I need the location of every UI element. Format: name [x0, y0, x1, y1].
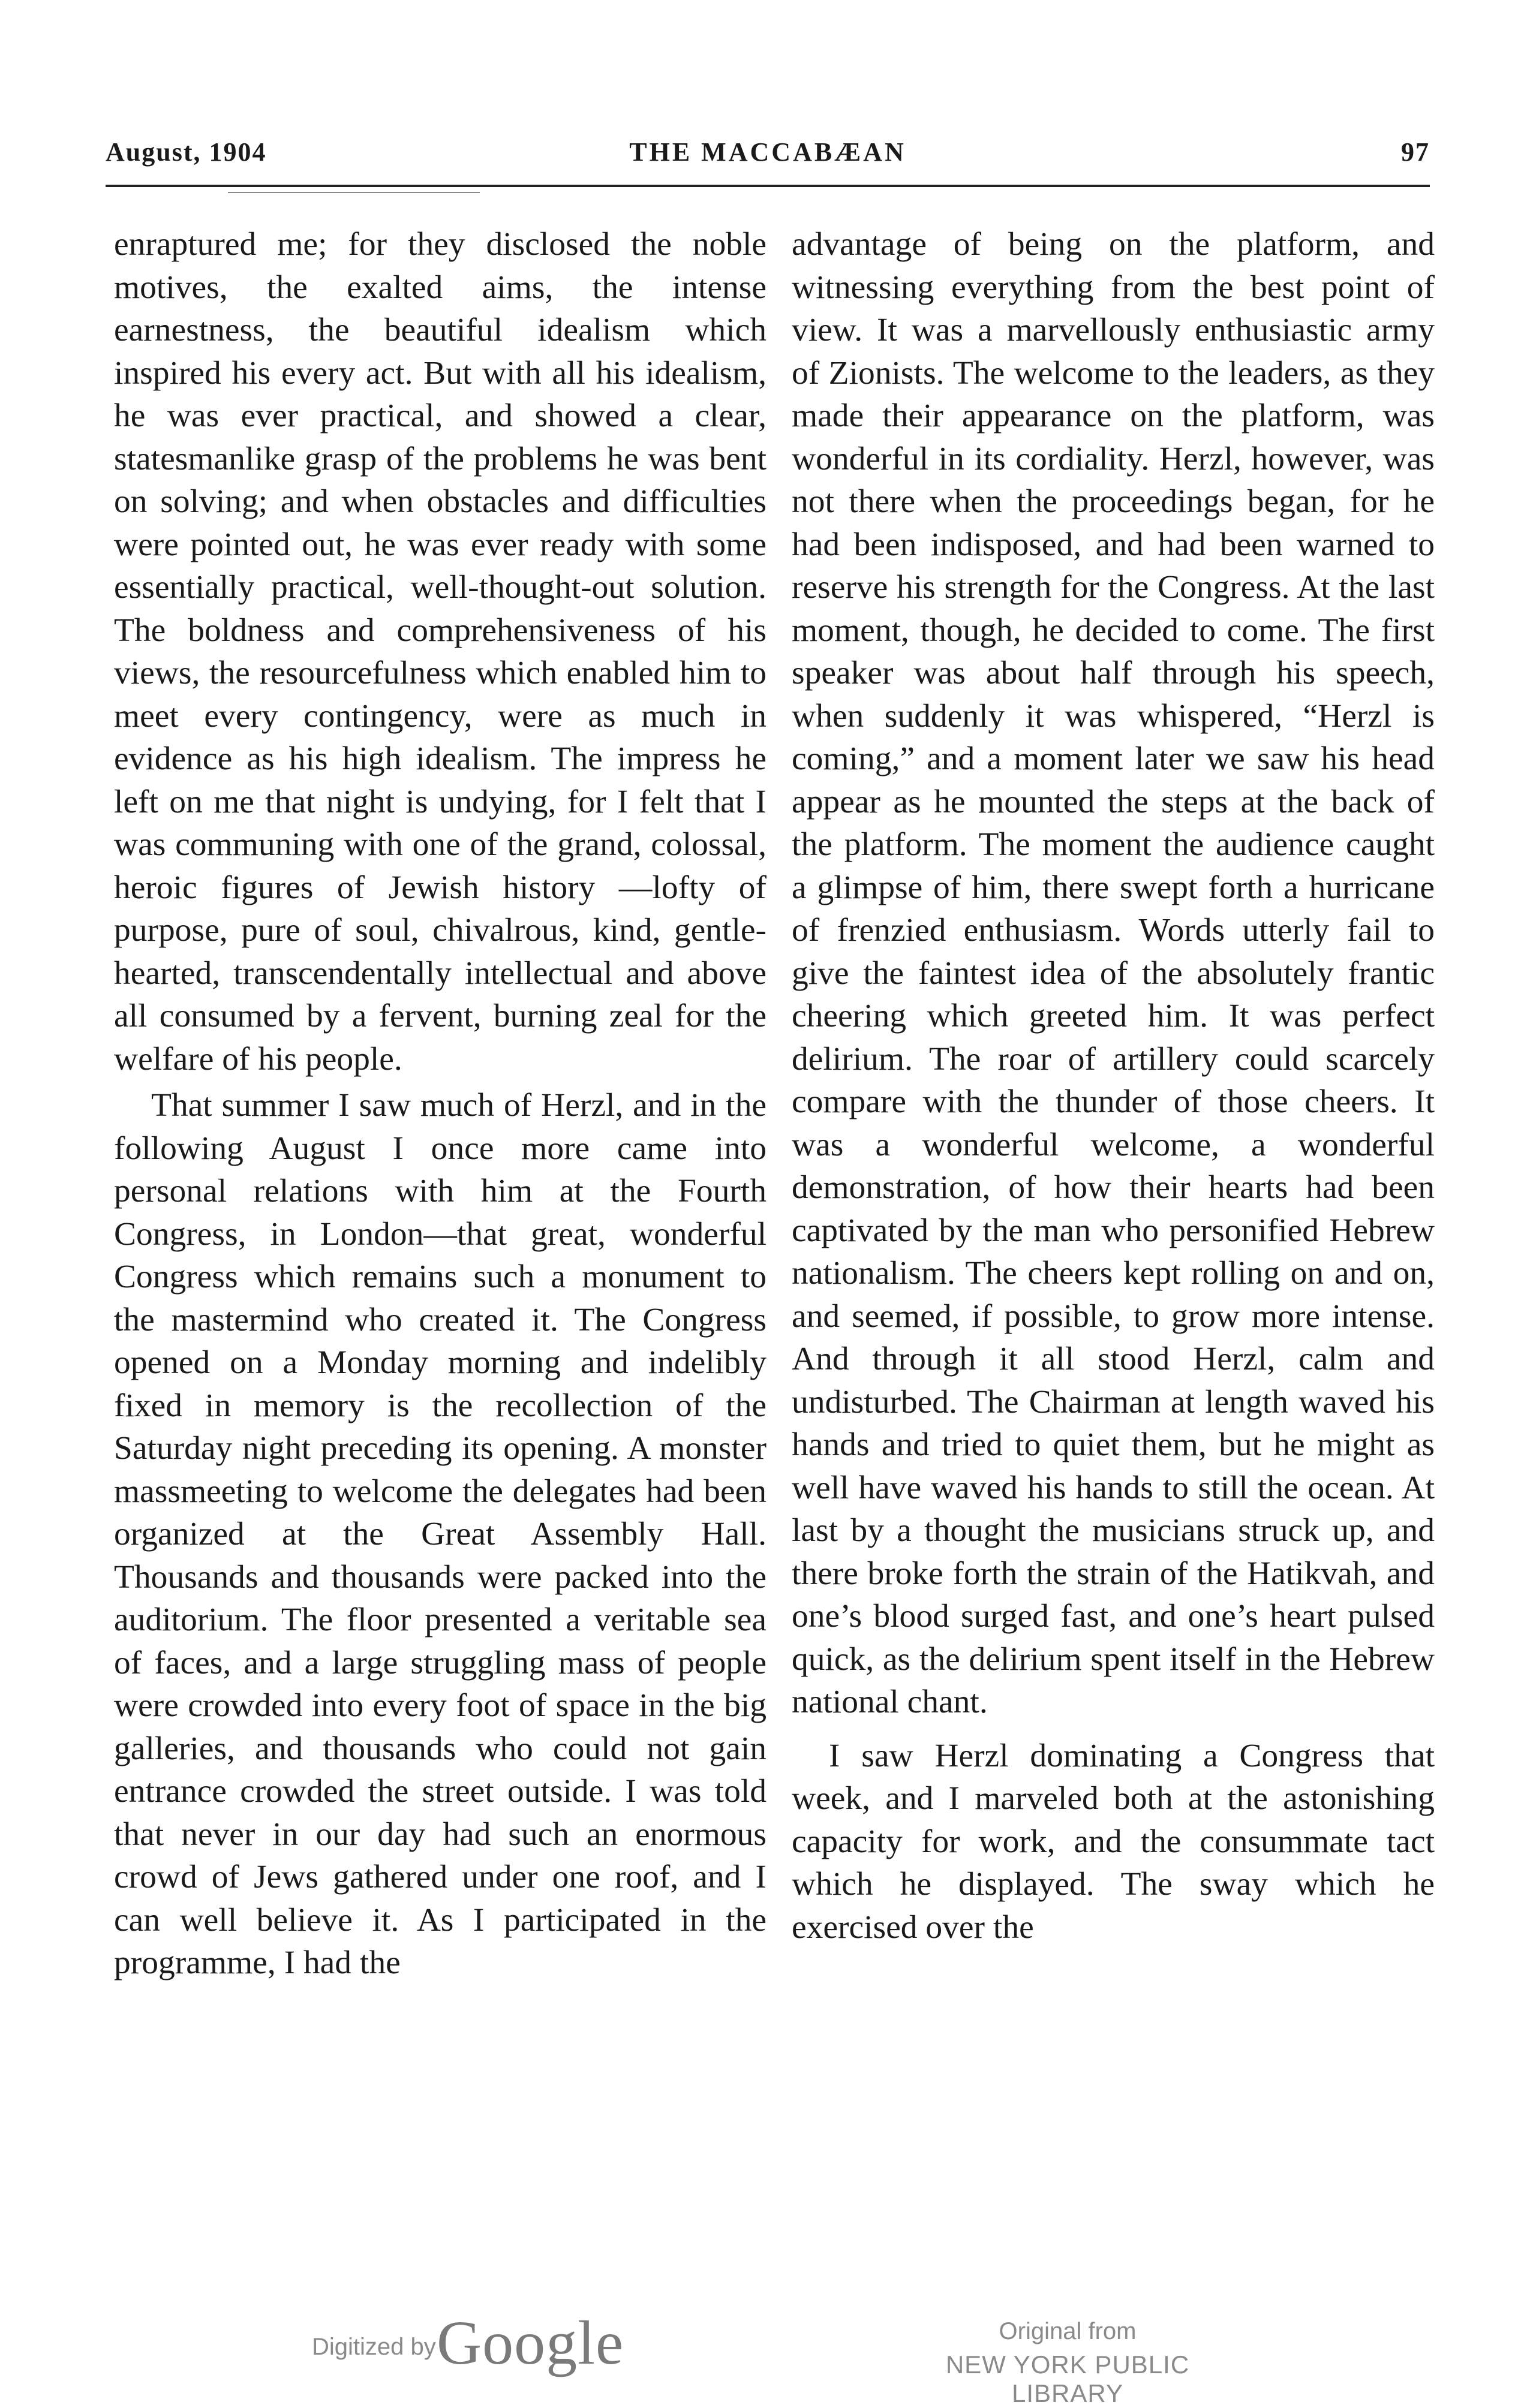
google-logo: Google — [437, 2308, 624, 2377]
header-rule-faint — [228, 192, 480, 193]
left-column — [114, 223, 766, 1985]
page-number: 97 — [1401, 137, 1430, 167]
library-name: NEW YORK PUBLIC LIBRARY — [945, 2350, 1190, 2407]
right-paragraph-2: I saw Herzl dominating a Congress that week, and I marveled both at the astonishing capacity for work, and the consummate tact which he displayed. The sway which he exercised over the — [792, 1737, 1435, 1946]
header-rule — [106, 185, 1430, 187]
digitized-by-label: Digitized by — [312, 2334, 436, 2360]
right-column — [792, 223, 1435, 1949]
running-header — [106, 137, 1430, 179]
left-paragraph-2: That summer I saw much of Herzl, and in the following August I once more came into personal relations with him at the Fourth Congress, in London—that great, wonderful Congress which remains such a monument to the mastermind who created it. The Congress opened on a Monday morning and indelibly fixed in memory is the recollection of the Saturday night preceding its opening. A monster massmeeting to welcome the delegates had been organized at the Great Assembly Hall. Thousands and thousands were packed into the auditorium. The floor presented a veritable sea of faces, and a large struggling mass of people were crowded into every foot of space in the big galleries, and thousands who could not gain entrance crowded the street outside. I was told that never in our day had such an enormous crowd of Jews gathered under one roof, and I can well believe it. As I participated in the programme, I had the — [114, 1087, 766, 1981]
original-from-label: Original from — [999, 2318, 1137, 2344]
right-paragraph-1: advantage of being on the platform, and witnessing everything from the best point of view. It was a marvellously enthusiastic army of Zionists. The welcome to the leaders, as they made their appearance on the platform, was wonderful in its cordiality. Herzl, however, was not there when the proceedings began, for he had been indisposed, and had been warned to reserve his strength for the Congress. At the last moment, though, he decided to come. The first speaker was about half through his speech, when suddenly it was whispered, “Herzl is coming,” and a moment later we saw his head appear as he mounted the steps at the back of the platform. The moment the audience caught a glimpse of him, there swept forth a hurricane of frenzied enthusiasm. Words utterly fail to give the faintest idea of the absolutely frantic cheering which greeted him. It was perfect delirium. The roar of artillery could scarcely compare with the thunder of those cheers. It was a wonderful welcome, a wonderful demonstration, of how their hearts had been captivated by the man who personified Hebrew nationalism. The cheers kept rolling on and on, and seemed, if possible, to grow more intense. And through it all stood Herzl, calm and undisturbed. The Chairman at length waved his hands and tried to quiet them, but he might as well have waved his hands to still the ocean. At last by a thought the musicians struck up, and there broke forth the strain of the Hatikvah, and one’s blood surged fast, and one’s heart pulsed quick, as the delirium spent itself in the Hebrew national chant. — [792, 226, 1435, 1720]
digitization-footer — [0, 2307, 1530, 2407]
left-paragraph-1: enraptured me; for they disclosed the noble motives, the exalted aims, the intense earnestness, the beautiful idealism which inspired his every act. But with all his idealism, he was ever practical, and showed a clear, statesmanlike grasp of the problems he was bent on solving; and when obstacles and difficulties were pointed out, he was ever ready with some essentially practical, well-thought-out solution. The boldness and comprehensiveness of his views, the resourcefulness which enabled him to meet every contingency, were as much in evidence as his high idealism. The impress he left on me that night is undying, for I felt that I was communing with one of the grand, colossal, heroic figures of Jewish history —lofty of purpose, pure of soul, chivalrous, kind, gentle-hearted, transcendentally intellectual and above all consumed by a fervent, burning zeal for the welfare of his people. — [114, 226, 766, 1077]
journal-title: THE MACCABÆAN — [629, 137, 906, 167]
issue-date: August, 1904 — [106, 137, 267, 167]
